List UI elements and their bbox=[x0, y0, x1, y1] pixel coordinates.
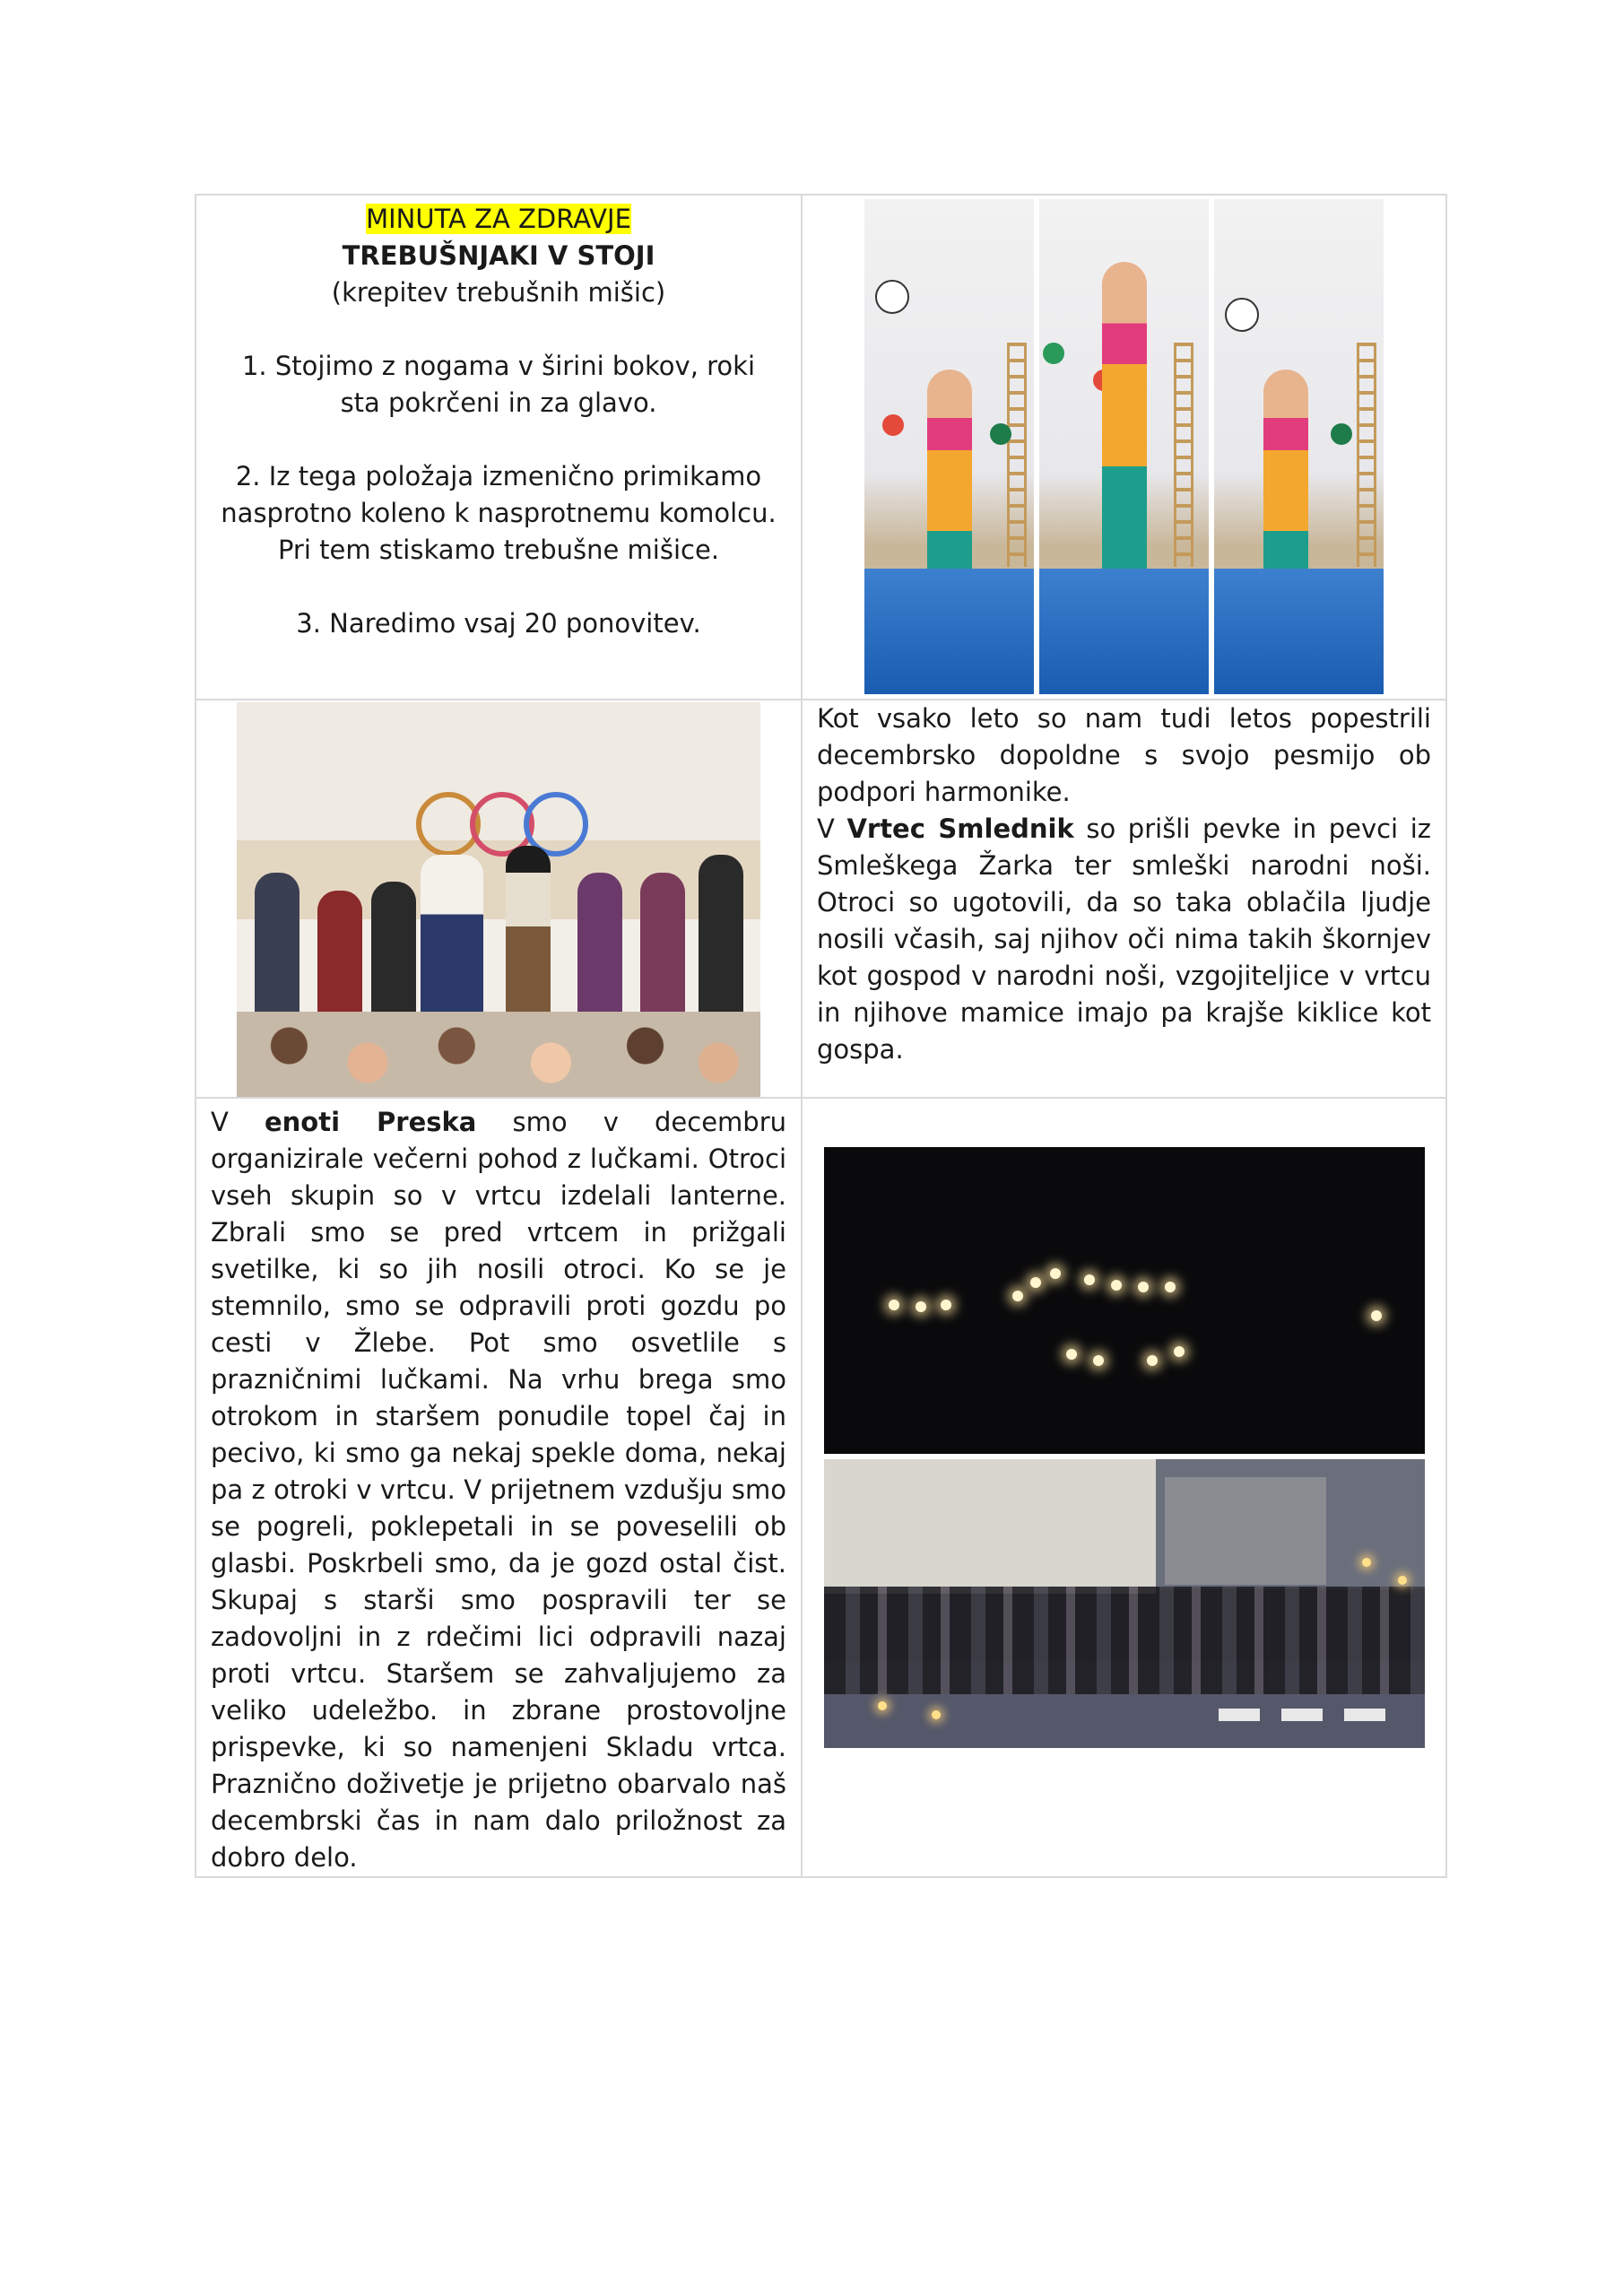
smlednik-paragraph-1: Kot vsako leto so nam tudi letos popestrili decembrsko dopoldne s svojo pesmijo ob podpori harmonike. bbox=[817, 703, 1431, 807]
smlednik-text-cell bbox=[802, 700, 1446, 1098]
preska-prefix: V bbox=[211, 1107, 265, 1137]
preska-text-cell bbox=[195, 1098, 802, 1877]
lantern-walk-photos-cell bbox=[802, 1098, 1446, 1877]
smlednik-prefix: V bbox=[817, 813, 847, 844]
exercise-photo-2 bbox=[1039, 199, 1209, 694]
carol-singers-photo bbox=[237, 702, 760, 1097]
minuta-heading: MINUTA ZA ZDRAVJE bbox=[366, 204, 631, 234]
preska-bold: enoti Preska bbox=[264, 1107, 477, 1137]
carol-photo-cell bbox=[195, 700, 802, 1098]
smlednik-bold: Vrtec Smlednik bbox=[846, 813, 1074, 844]
exercise-subtitle: (krepitev trebušnih mišic) bbox=[331, 277, 666, 308]
exercise-photo-3 bbox=[1214, 199, 1384, 694]
exercise-photos-cell bbox=[802, 195, 1446, 700]
preska-rest: smo v decembru organizirale večerni pohod z lučkami. Otroci vseh skupin so v vrtcu izdelali lanterne. Zbrali smo se pred vrtcem in prižgali svetilke, ki so jih nosili otroci. Ko se je stemnilo, smo se odpravili proti gozdu po cesti v Žlebe. Pot smo osvetlile s prazničnimi lučkami. Na vrhu brega smo otrokom in staršem ponudile topel čaj in pecivo, ki smo ga nekaj spekle doma, nekaj pa z otroki v vrtcu. V prijetnem vzdušju smo se pogreli, poklepetali in se poveselili ob glasbi. Poskrbeli smo, da je gozd ostal čist. Skupaj s starši smo pospravili ter se zadovoljni in z rdečimi lici odpravili nazaj proti vrtcu. Staršem se zahvaljujemo za veliko udeležbo. in zbrane prostovoljne prispevke, ki so namenjeni Skladu vrtca. Praznično doživetje je prijetno obarvalo naš decembrski čas in nam dalo priložnost za dobro delo. bbox=[211, 1107, 786, 1873]
exercise-photo-1 bbox=[864, 199, 1034, 694]
smlednik-paragraph-2 bbox=[817, 811, 1431, 1068]
preska-paragraph bbox=[211, 1104, 786, 1876]
night-lights-photo bbox=[824, 1147, 1425, 1454]
exercise-title: TREBUŠNJAKI V STOJI bbox=[342, 240, 655, 271]
smlednik-rest: so prišli pevke in pevci iz Smleškega Žarka ter smleški narodni noši. Otroci so ugotovili, da so taka oblačila ljudje nosili včasih, saj njihov oči nima takih škornjev kot gospod v narodni noši, vzgojiteljice v vrtcu in njihove mamice imajo pa krajše kiklice kot gospa. bbox=[817, 813, 1431, 1065]
lantern-walk-photo bbox=[824, 1459, 1425, 1748]
exercise-step-3: 3. Naredimo vsaj 20 ponovitev. bbox=[296, 608, 701, 639]
exercise-step-1: 1. Stojimo z nogama v širini bokov, roki sta pokrčeni in za glavo. bbox=[241, 351, 756, 418]
minuta-cell bbox=[195, 195, 802, 700]
exercise-step-2: 2. Iz tega položaja izmenično primikamo nasprotno koleno k nasprotnemu komolcu. Pri tem stiskamo trebušne mišice. bbox=[221, 461, 777, 565]
newsletter-table bbox=[195, 194, 1447, 1878]
